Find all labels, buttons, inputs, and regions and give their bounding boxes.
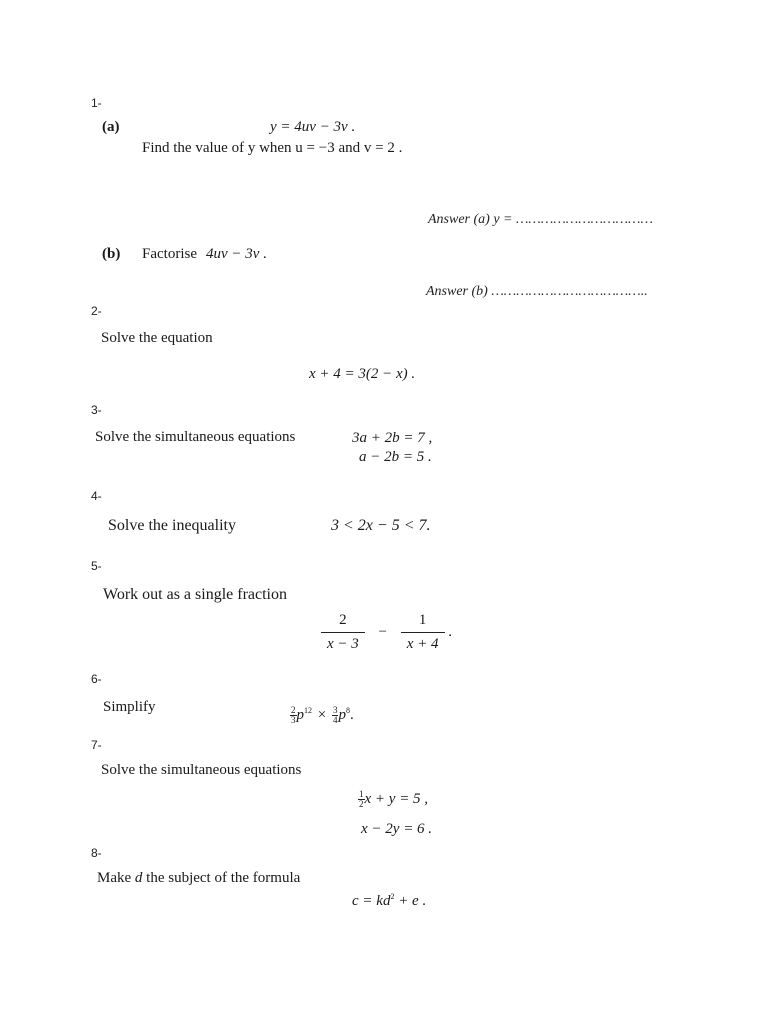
q7-equation-1 (358, 790, 428, 809)
q3-equation-2: a − 2b = 5 . (359, 449, 432, 465)
q7-fraction-numerator: 1 (359, 789, 364, 799)
q6-fraction-1-denominator: 3 (291, 715, 296, 726)
q1b-expression: 4uv − 3v . (206, 246, 267, 262)
q5-fraction-2-denominator: x + 4 (406, 636, 439, 652)
q4-prompt: Solve the inequality (108, 517, 236, 534)
question-number-6: 6- (91, 672, 102, 686)
question-number-5: 5- (91, 559, 102, 573)
question-number-8: 8- (91, 846, 102, 860)
q8-prompt-var: d (134, 870, 143, 886)
q7-prompt: Solve the simultaneous equations (101, 762, 302, 778)
q8-prompt-post: the subject of the formula (146, 870, 301, 886)
q3-prompt: Solve the simultaneous equations (95, 429, 296, 445)
q6-operator: × (317, 707, 327, 723)
q1b-prompt: Factorise (142, 246, 197, 262)
question-number-3: 3- (91, 403, 102, 417)
q5-fraction-expression (321, 612, 452, 653)
q6-exponent-2: 8 (345, 706, 350, 715)
q6-fraction-1-numerator: 2 (291, 705, 296, 716)
part-b-label: (b) (102, 246, 121, 262)
q5-fraction-2-numerator: 1 (401, 612, 445, 633)
q1a-prompt: Find the value of y when u = −3 and v = 2 . (142, 140, 403, 156)
q7-fraction-denominator: 2 (359, 799, 364, 809)
q8-formula-pre: c = kd (352, 893, 391, 909)
q4-inequality: 3 < 2x − 5 < 7. (331, 517, 431, 534)
q8-formula (352, 892, 426, 910)
q5-end: . (448, 623, 453, 640)
q6-base-1: p (296, 707, 304, 723)
answer-a-line: Answer (a) y = …………………………… (428, 212, 653, 227)
q8-prompt-pre: Make (97, 870, 132, 886)
q6-expression (290, 706, 354, 725)
q7-equation-1-rest: x + y = 5 , (364, 790, 429, 807)
part-a-label: (a) (102, 119, 120, 135)
q1-equation: y = 4uv − 3v . (270, 119, 356, 135)
question-number-7: 7- (91, 738, 102, 752)
q5-fraction-1 (321, 612, 365, 653)
q6-base-2: p (338, 707, 346, 723)
question-number-4: 4- (91, 489, 102, 503)
q8-prompt (97, 870, 300, 887)
answer-b-line: Answer (b) ……………………………….. (426, 284, 648, 299)
question-number-1: 1- (91, 96, 102, 110)
q7-equation-2: x − 2y = 6 . (361, 821, 433, 837)
q6-fraction-2-numerator: 3 (332, 705, 338, 716)
q8-formula-post: + e . (394, 893, 427, 909)
q6-fraction-2-denominator: 4 (332, 715, 338, 726)
q2-prompt: Solve the equation (101, 330, 213, 346)
q5-fraction-1-numerator: 2 (321, 612, 365, 633)
q6-prompt: Simplify (103, 699, 156, 715)
q3-equation-1: 3a + 2b = 7 , (352, 430, 433, 446)
q2-equation: x + 4 = 3(2 − x) . (309, 366, 416, 382)
q5-fraction-2 (401, 612, 445, 653)
q6-exponent-1: 12 (304, 706, 312, 715)
q8-formula-exponent: 2 (390, 892, 395, 901)
q6-end: . (349, 707, 354, 723)
q5-fraction-1-denominator: x − 3 (327, 636, 359, 652)
q5-operator: − (378, 623, 387, 640)
question-number-2: 2- (91, 304, 102, 318)
q5-prompt: Work out as a single fraction (103, 586, 287, 603)
